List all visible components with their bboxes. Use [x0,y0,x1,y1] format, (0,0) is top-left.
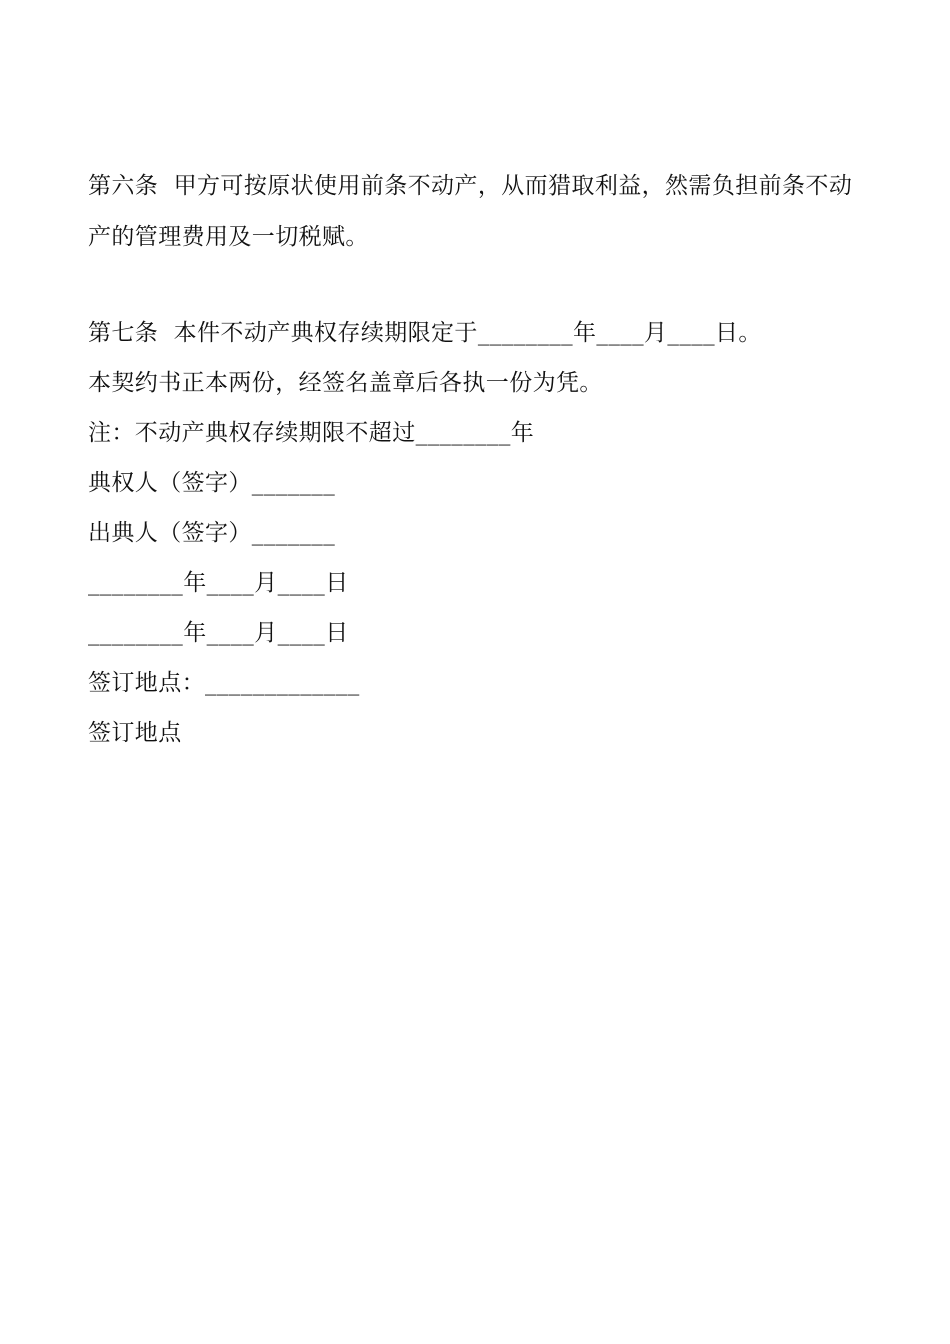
article-6-line-1: 第六条 甲方可按原状使用前条不动产，从而猎取利益，然需负担前条不动 [88,173,853,199]
signing-place-label: 签订地点 [88,720,182,746]
copies-statement: 本契约书正本两份，经签名盖章后各执一份为凭。 [88,370,603,396]
mortgagor-signature: 出典人（签字）_______ [88,520,336,546]
article-6-line-2: 产的管理费用及一切税赋。 [88,224,369,250]
article-7-term: 第七条 本件不动产典权存续期限定于________年____月____日。 [88,320,762,346]
note-term-limit: 注：不动产典权存续期限不超过________年 [88,420,535,446]
signing-place-field: 签订地点：_____________ [88,670,360,696]
signing-date-2: ________年____月____日 [88,620,349,646]
signing-date-1: ________年____月____日 [88,570,349,596]
mortgagee-signature: 典权人（签字）_______ [88,470,336,496]
